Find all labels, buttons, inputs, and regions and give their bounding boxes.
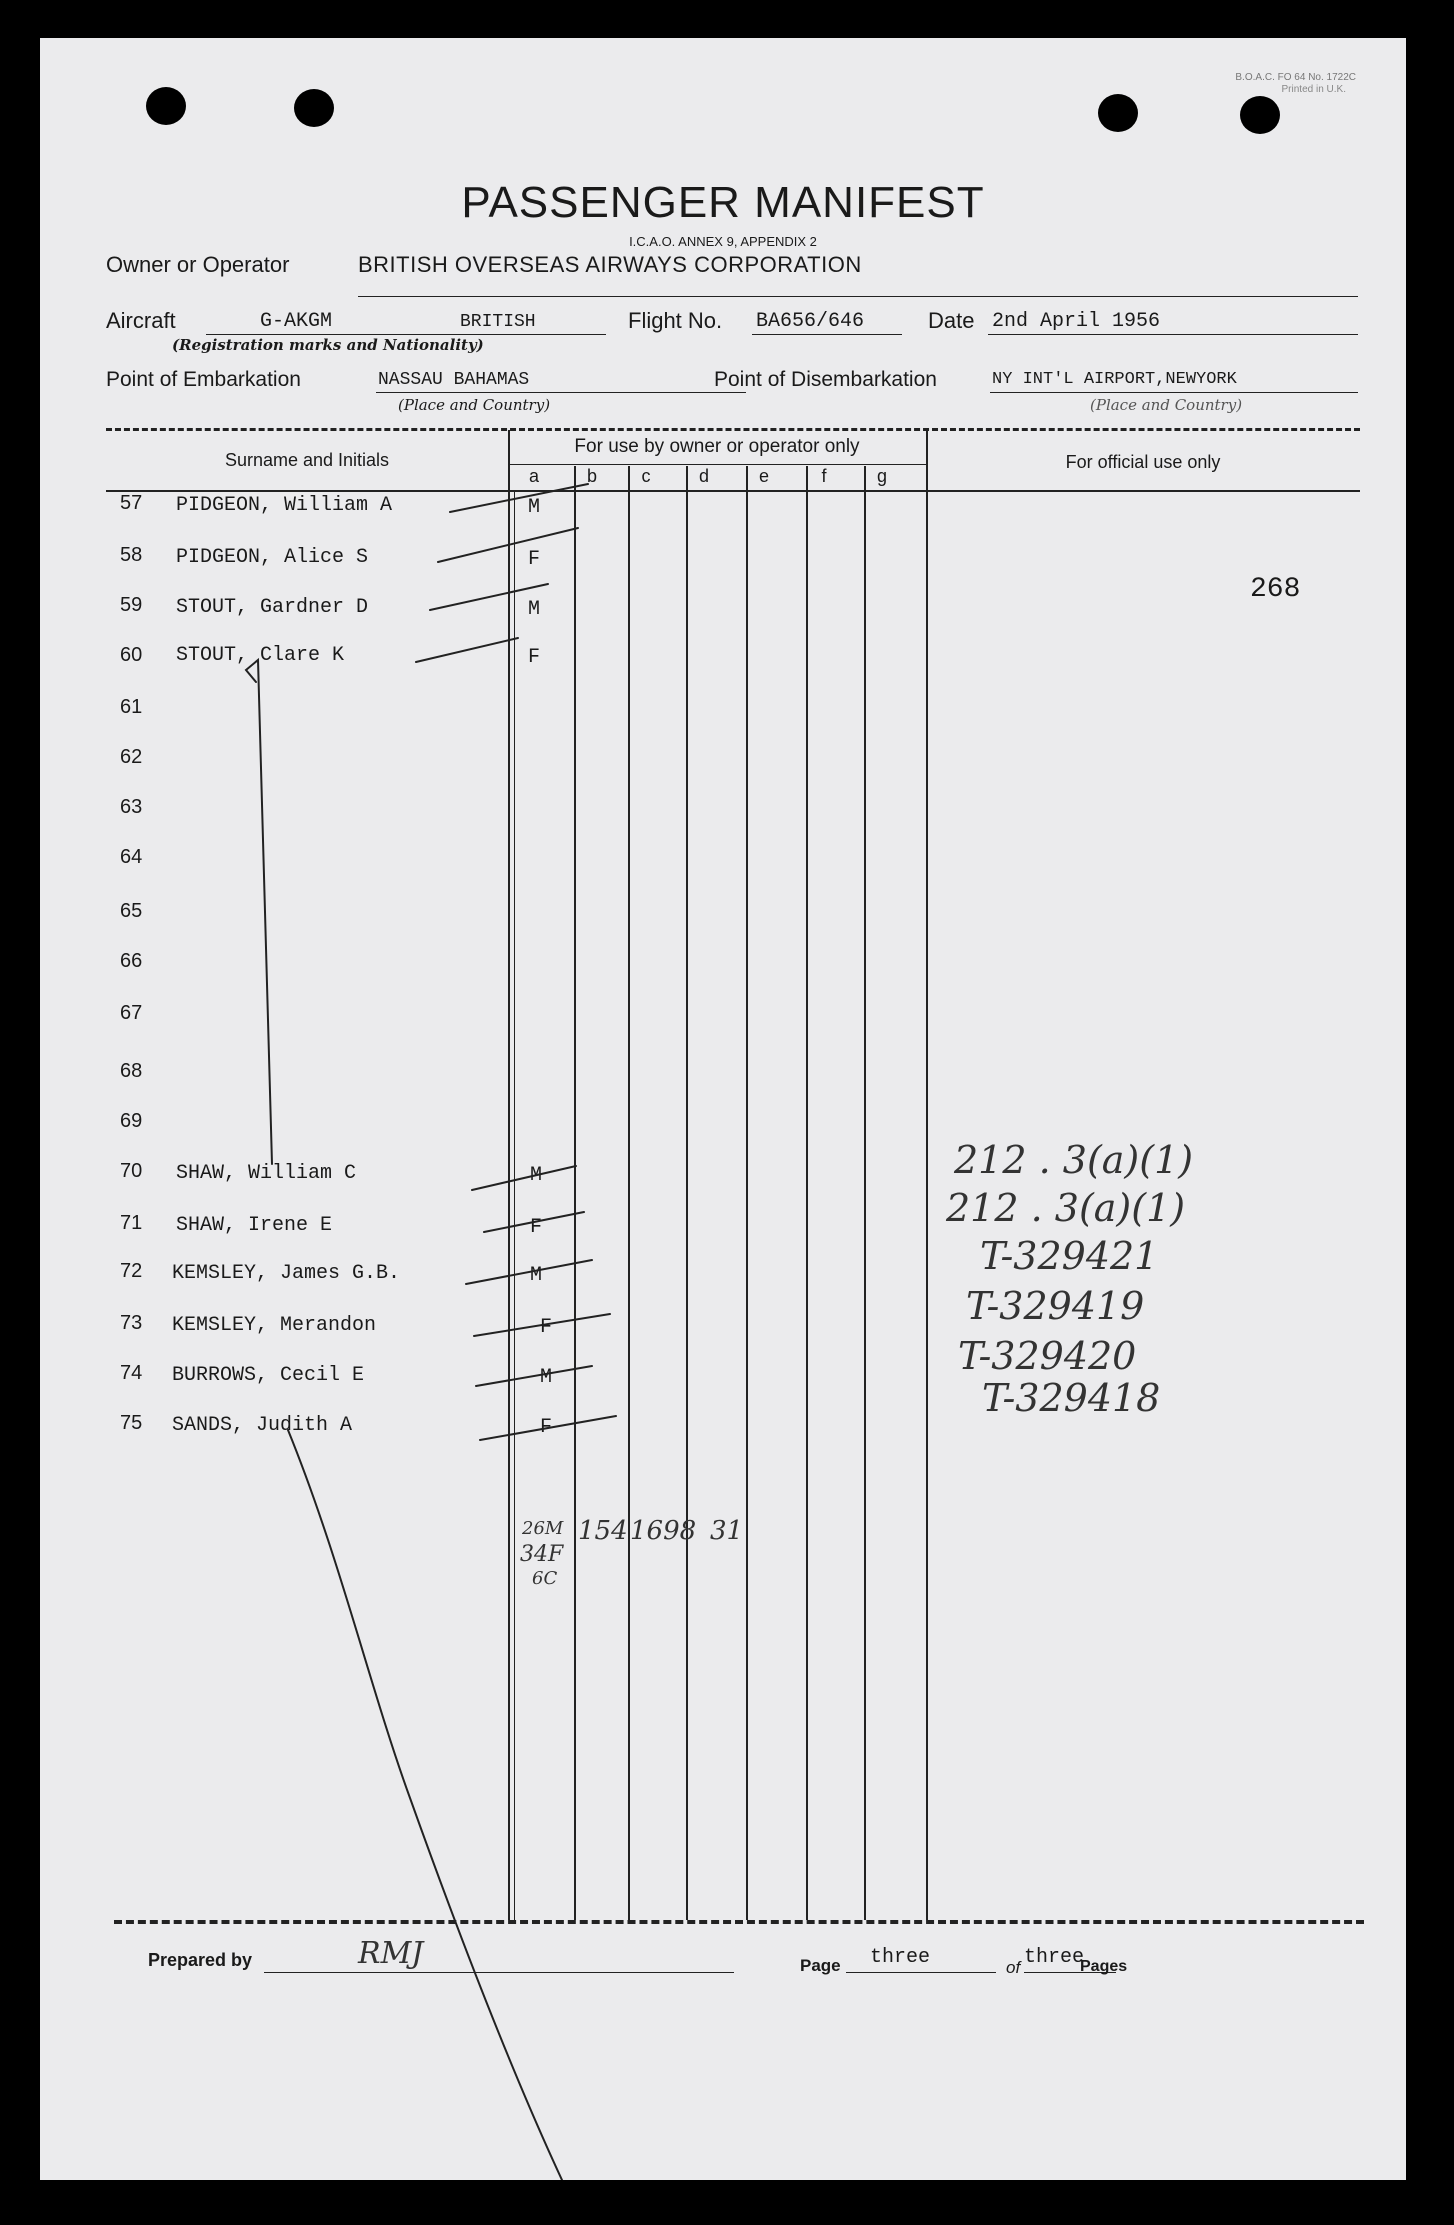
- passenger-name: SHAW, William C: [176, 1162, 357, 1185]
- name-column-header: Surname and Initials: [224, 450, 390, 470]
- row-number: 62: [120, 746, 143, 768]
- col-header-e: e: [758, 466, 769, 486]
- total-col-b: 154: [578, 1516, 628, 1546]
- passenger-name: STOUT, Clare K: [176, 644, 345, 667]
- aircraft-registration: G-AKGM: [260, 310, 333, 333]
- date-label: Date: [928, 308, 975, 333]
- row-number: 59: [120, 594, 143, 616]
- page-value: three: [870, 1946, 931, 1969]
- aircraft-nationality: BRITISH: [460, 312, 536, 332]
- col-header-f: f: [821, 466, 827, 486]
- of-label: of: [1006, 1958, 1021, 1977]
- table-bottom-rule: [114, 1920, 1364, 1924]
- row-number: 66: [120, 950, 143, 972]
- total-female: 34F: [520, 1542, 564, 1567]
- passenger-name: SHAW, Irene E: [176, 1214, 333, 1237]
- row-number: 75: [120, 1412, 143, 1434]
- operator-column-header: For use by owner or operator only: [574, 436, 860, 457]
- aircraft-caption: (Registration marks and Nationality): [172, 336, 484, 354]
- passenger-sex: M: [528, 496, 541, 519]
- row-number: 64: [120, 846, 143, 868]
- passenger-name: KEMSLEY, James G.B.: [172, 1262, 401, 1285]
- of-value: three: [1024, 1946, 1085, 1969]
- form-title: PASSENGER MANIFEST: [461, 178, 985, 227]
- aircraft-label: Aircraft: [106, 308, 176, 333]
- prepared-by-underline: [264, 1972, 734, 1973]
- passenger-name: STOUT, Gardner D: [176, 596, 369, 619]
- form-code: B.O.A.C. FO 64 No. 1722C: [1235, 72, 1356, 83]
- passenger-sex: F: [540, 1316, 553, 1339]
- flight-label: Flight No.: [628, 308, 723, 333]
- row-number: 73: [120, 1312, 143, 1334]
- row-number: 61: [120, 696, 143, 718]
- official-page-count: 268: [1250, 574, 1301, 605]
- official-note-row72: T-329421: [980, 1234, 1159, 1278]
- passenger-name: BURROWS, Cecil E: [172, 1364, 365, 1387]
- pen-check-marks: [40, 38, 1406, 2180]
- disembarkation-caption: (Place and Country): [1090, 396, 1243, 414]
- official-column-header: For official use only: [1065, 452, 1221, 472]
- total-col-d: 31: [710, 1516, 744, 1546]
- flight-date: 2nd April 1956: [992, 310, 1161, 333]
- pages-label: Pages: [1080, 1958, 1128, 1975]
- row-number: 67: [120, 1002, 143, 1024]
- passenger-sex: M: [528, 598, 541, 621]
- row-number: 58: [120, 544, 143, 566]
- page-label: Page: [800, 1956, 841, 1975]
- official-note-row71: 212 . 3(a)(1): [946, 1186, 1186, 1230]
- disembarkation-value: NY INT'L AIRPORT,NEWYORK: [992, 370, 1237, 389]
- row-number: 68: [120, 1060, 143, 1082]
- prepared-by-label: Prepared by: [148, 1950, 253, 1970]
- operator-label: Owner or Operator: [106, 252, 290, 277]
- manifest-sheet: [40, 38, 1406, 2180]
- form-print-note: Printed in U.K.: [1281, 84, 1346, 95]
- total-male: 26M: [522, 1518, 564, 1539]
- official-note-row75: T-329418: [982, 1376, 1161, 1420]
- row-number: 65: [120, 900, 143, 922]
- passenger-name: SANDS, Judith A: [172, 1414, 353, 1437]
- passenger-sex: F: [530, 1216, 543, 1239]
- passenger-sex: M: [540, 1366, 553, 1389]
- form-subtitle: I.C.A.O. ANNEX 9, APPENDIX 2: [629, 234, 817, 249]
- passenger-sex: F: [528, 548, 541, 571]
- col-header-g: g: [876, 466, 887, 486]
- row-number: 63: [120, 796, 143, 818]
- passenger-sex: M: [530, 1264, 543, 1287]
- passenger-name: KEMSLEY, Merandon: [172, 1314, 377, 1337]
- disembarkation-label: Point of Disembarkation: [714, 368, 937, 391]
- row-number: 60: [120, 644, 143, 666]
- row-number: 69: [120, 1110, 143, 1132]
- row-number: 71: [120, 1212, 143, 1234]
- col-header-d: d: [698, 466, 709, 486]
- col-header-c: c: [641, 466, 651, 486]
- passenger-sex: F: [540, 1416, 553, 1439]
- operator-value: BRITISH OVERSEAS AIRWAYS CORPORATION: [358, 252, 862, 277]
- embarkation-caption: (Place and Country): [398, 396, 551, 414]
- passenger-sex: F: [528, 646, 541, 669]
- col-header-a: a: [528, 466, 539, 486]
- official-note-row70: 212 . 3(a)(1): [954, 1138, 1194, 1182]
- row-number: 70: [120, 1160, 143, 1182]
- passenger-name: PIDGEON, Alice S: [176, 546, 369, 569]
- official-note-row74: T-329420: [958, 1334, 1137, 1378]
- row-number: 57: [120, 492, 143, 514]
- flight-number: BA656/646: [756, 310, 865, 333]
- total-children: 6C: [532, 1568, 558, 1589]
- embarkation-label: Point of Embarkation: [106, 368, 301, 391]
- embarkation-value: NASSAU BAHAMAS: [378, 370, 530, 390]
- official-note-row73: T-329419: [966, 1284, 1145, 1328]
- prepared-by-initials: RMJ: [358, 1936, 424, 1971]
- page-underline: [846, 1972, 996, 1973]
- total-col-c: 1698: [630, 1516, 697, 1546]
- passenger-sex: M: [530, 1164, 543, 1187]
- row-number: 72: [120, 1260, 143, 1282]
- col-header-b: b: [586, 466, 597, 486]
- passenger-name: PIDGEON, William A: [176, 494, 393, 517]
- row-number: 74: [120, 1362, 143, 1384]
